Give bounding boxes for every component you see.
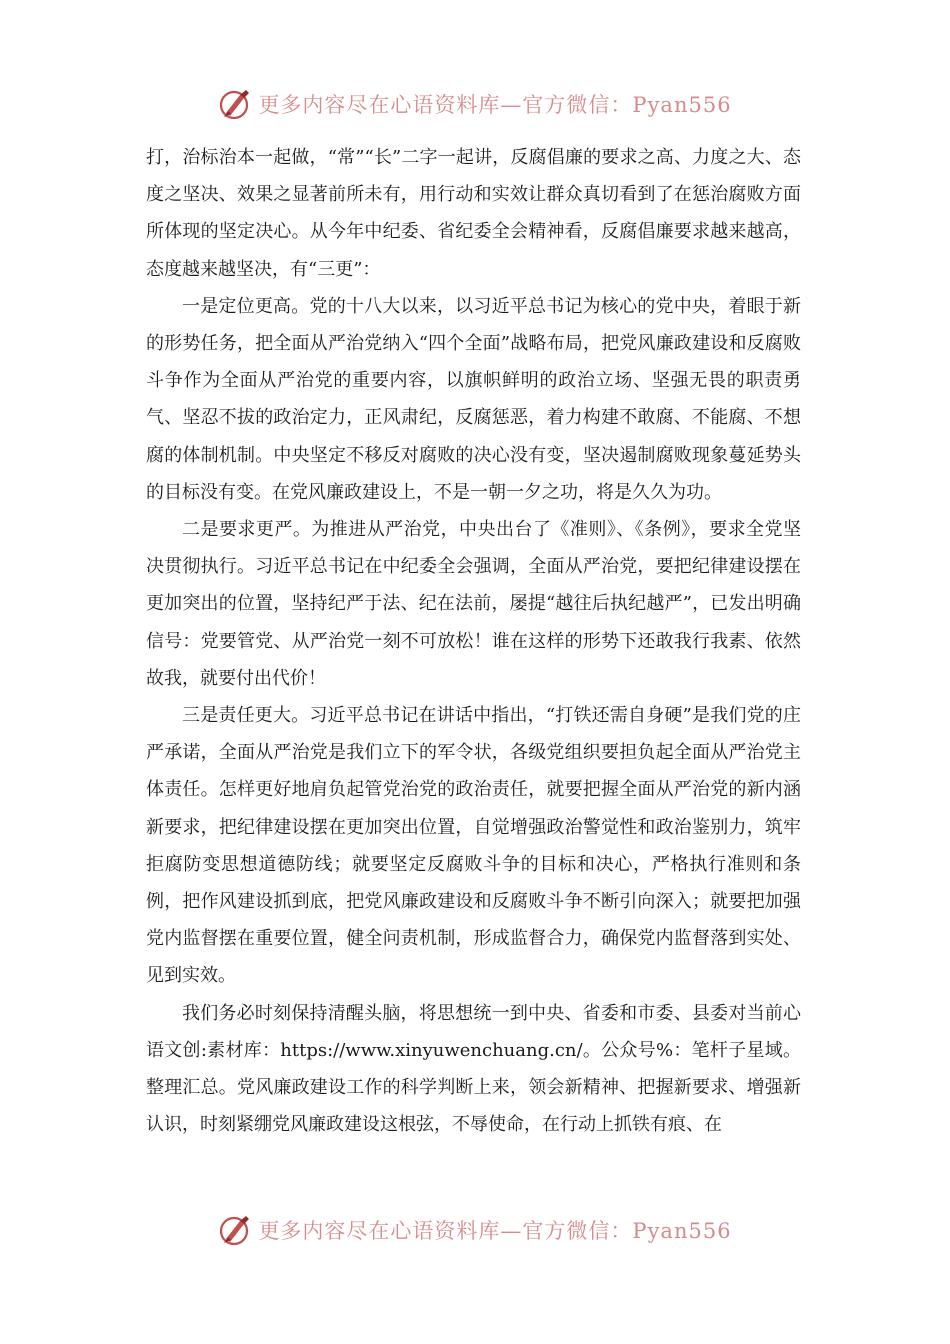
document-body (146, 139, 801, 1143)
header-watermark (0, 84, 950, 124)
paragraph-1: 打，治标治本一起做，“常”“长”二字一起讲，反腐倡廉的要求之高、力度之大、态度之坚决、效果之显著前所未有，用行动和实效让群众真切看到了在惩治腐败方面所体现的坚定决心。从今年中纪委、省纪委全会精神看，反腐倡廉要求越来越高，态度越来越坚决，有“三更”： (146, 147, 801, 280)
paragraph-3: 二是要求更严。为推进从严治党，中央出台了《准则》、《条例》，要求全党坚决贯彻执行。习近平总书记在中纪委全会强调，全面从严治党，要把纪律建设摆在更加突出的位置，坚持纪严于法、纪在法前，屡提“越往后执纪越严”，已发出明确信号：党要管党、从严治党一刻不可放松！谁在这样的形势下还敢我行我素、依然故我，就要付出代价！ (146, 519, 801, 689)
watermark-text: 更多内容尽在心语资料库—官方微信：Pyan556 (258, 93, 732, 117)
pen-logo-icon (218, 87, 252, 121)
paragraph-4: 三是责任更大。习近平总书记在讲话中指出，“打铁还需自身硬”是我们党的庄严承诺，全面从严治党是我们立下的军令状，各级党组织要担负起全面从严治党主体责任。怎样更好地肩负起管党治党的政治责任，就要把握全面从严治党的新内涵新要求，把纪律建设摆在更加突出位置，自觉增强政治警觉性和政治鉴别力，筑牢拒腐防变思想道德防线；就要坚定反腐败斗争的目标和决心，严格执行准则和条例，把作风建设抓到底，把党风廉政建设和反腐败斗争不断引向深入；就要把加强党内监督摆在重要位置，健全问责机制，形成监督合力，确保党内监督落到实处、见到实效。 (146, 705, 801, 987)
watermark-text: 更多内容尽在心语资料库—官方微信：Pyan556 (258, 1219, 732, 1243)
paragraph-5: 我们务必时刻保持清醒头脑，将思想统一到中央、省委和市委、县委对当前心语文创:素材库：https://www.xinyuwenchuang.cn/。公众号%：笔杆子星域。整理汇总。党风廉政建设工作的科学判断上来，领会新精神、把握新要求、增强新认识，时刻紧绷党风廉政建设这根弦，不辱使命，在行动上抓铁有痕、在 (146, 1002, 801, 1136)
footer-watermark (0, 1210, 950, 1250)
paragraph-2: 一是定位更高。党的十八大以来，以习近平总书记为核心的党中央，着眼于新的形势任务，把全面从严治党纳入“四个全面”战略布局，把党风廉政建设和反腐败斗争作为全面从严治党的重要内容，以旗帜鲜明的政治立场、坚强无畏的职责勇气、坚忍不拔的政治定力，正风肃纪，反腐惩恶，着力构建不敢腐、不能腐、不想腐的体制机制。中央坚定不移反对腐败的决心没有变，坚决遏制腐败现象蔓延势头的目标没有变。在党风廉政建设上，不是一朝一夕之功，将是久久为功。 (146, 295, 801, 503)
pen-logo-icon (218, 1213, 252, 1247)
